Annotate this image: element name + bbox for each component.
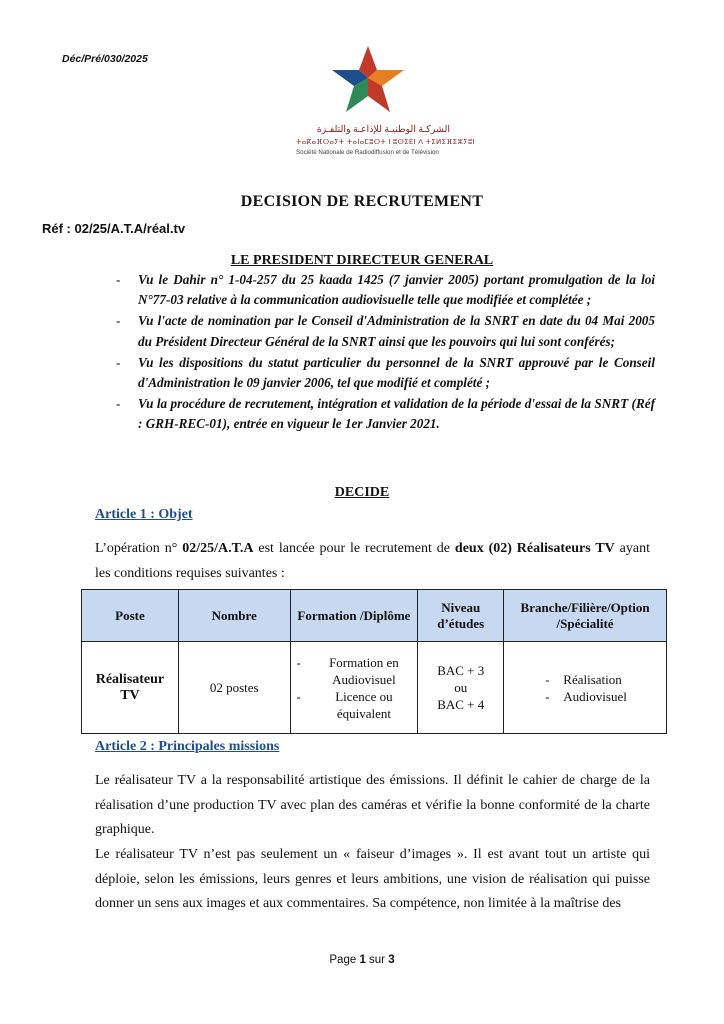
reference-number: Réf : 02/25/A.T.A/réal.tv	[42, 221, 186, 236]
niveau-line: ou	[454, 680, 468, 695]
decide-heading: DECIDE	[334, 485, 390, 500]
consideration-item: - Vu l'acte de nomination par le Conseil d'Administration de la SNRT en date du 04 Mai 2005 du Président Directeur Général de la SNRT ainsi que les pouvoirs qui lui sont conférés;	[116, 313, 655, 349]
organization-name-tifinagh: ⵜⴰⴽⴰⴼⵔⴰⵢⵜ ⵜⴰⵏⴰⵎⵓⵔⵜ ⵏ ⵓⵙⵉⴹⵏ ⴷ ⵜⵉⵍⵉⴼⵉⵣⵢⵓⵏ	[296, 139, 475, 146]
document-number: Déc/Pré/030/2025	[62, 53, 148, 65]
list-item: - Réalisation	[545, 671, 622, 687]
star-logo-icon	[330, 44, 406, 116]
page-number: Page 1 sur 3	[329, 954, 395, 966]
consideration-item: - Vu les dispositions du statut particulier du personnel de la SNRT approuvé par le Conseil d'Administration le 09 janvier 2006, tel que modifié et complété ;	[116, 354, 655, 391]
article-1-intro: L’opération n° 02/25/A.T.A est lancée pour le recrutement de deux (02) Réalisateurs TV ayant les conditions requises suivantes :	[95, 541, 650, 581]
article-2-paragraph: Le réalisateur TV a la responsabilité artistique des émissions. Il définit le cahier de charge de la réalisation d’une production TV avec plan des caméras et vérifie la bonne conformité de la charte graphique.	[95, 773, 650, 837]
consideration-item: - Vu la procédure de recrutement, intégration et validation de la période d'essai de la SNRT (Réf : GRH-REC-01), entrée en vigueur le 1er Janvier 2021.	[116, 396, 655, 432]
table-header-row	[82, 590, 667, 642]
document-title: DECISION DE RECRUTEMENT	[240, 193, 484, 210]
authority-heading: LE PRESIDENT DIRECTEUR GENERAL	[230, 253, 494, 268]
consideration-item: - Vu le Dahir n° 1-04-257 du 25 kaada 1425 (7 janvier 2005) portant promulgation de la loi N°77-03 relative à la communication audiovisuelle telle que modifiée et complétée ;	[116, 272, 655, 308]
organization-name-french: Société Nationale de Radiodiffusion et de Télévision	[296, 149, 439, 156]
positions-table	[81, 589, 667, 734]
niveau-line: BAC + 3	[437, 663, 485, 678]
column-header-poste: Poste	[82, 590, 179, 642]
list-item: - Audiovisuel	[545, 688, 627, 704]
niveau-line: BAC + 4	[437, 697, 485, 712]
article-1-heading: Article 1 : Objet	[95, 507, 193, 522]
list-item: - Formation en Audiovisuel	[296, 654, 399, 687]
column-header-branche: Branche/Filière/Option /Spécialité	[504, 590, 667, 642]
cell-nombre: 02 postes	[178, 642, 290, 734]
column-header-formation: Formation /Diplôme	[290, 590, 418, 642]
table-row	[82, 642, 667, 734]
column-header-nombre: Nombre	[178, 590, 290, 642]
cell-branche	[504, 642, 667, 734]
cell-poste: Réalisateur TV	[82, 642, 179, 734]
legal-considerations-list	[110, 270, 655, 436]
column-header-niveau: Niveau d’études	[418, 590, 504, 642]
list-item: - Licence ou équivalent	[296, 688, 393, 721]
article-2-heading: Article 2 : Principales missions	[95, 739, 280, 754]
organization-name-arabic: الشركـة الوطنيـة للإذاعـة والتلفـزة	[316, 125, 450, 135]
cell-formation	[290, 642, 418, 734]
cell-niveau	[418, 642, 504, 734]
article-2-paragraph: Le réalisateur TV n’est pas seulement un « faiseur d’images ». Il est avant tout un artiste qui déploie, selon les émissions, leurs genres et leurs ambitions, une vision de réalisation qui puisse donner un sens aux images et aux commentaires. Sa compétence, non limitée à la maîtrise des	[95, 847, 650, 911]
